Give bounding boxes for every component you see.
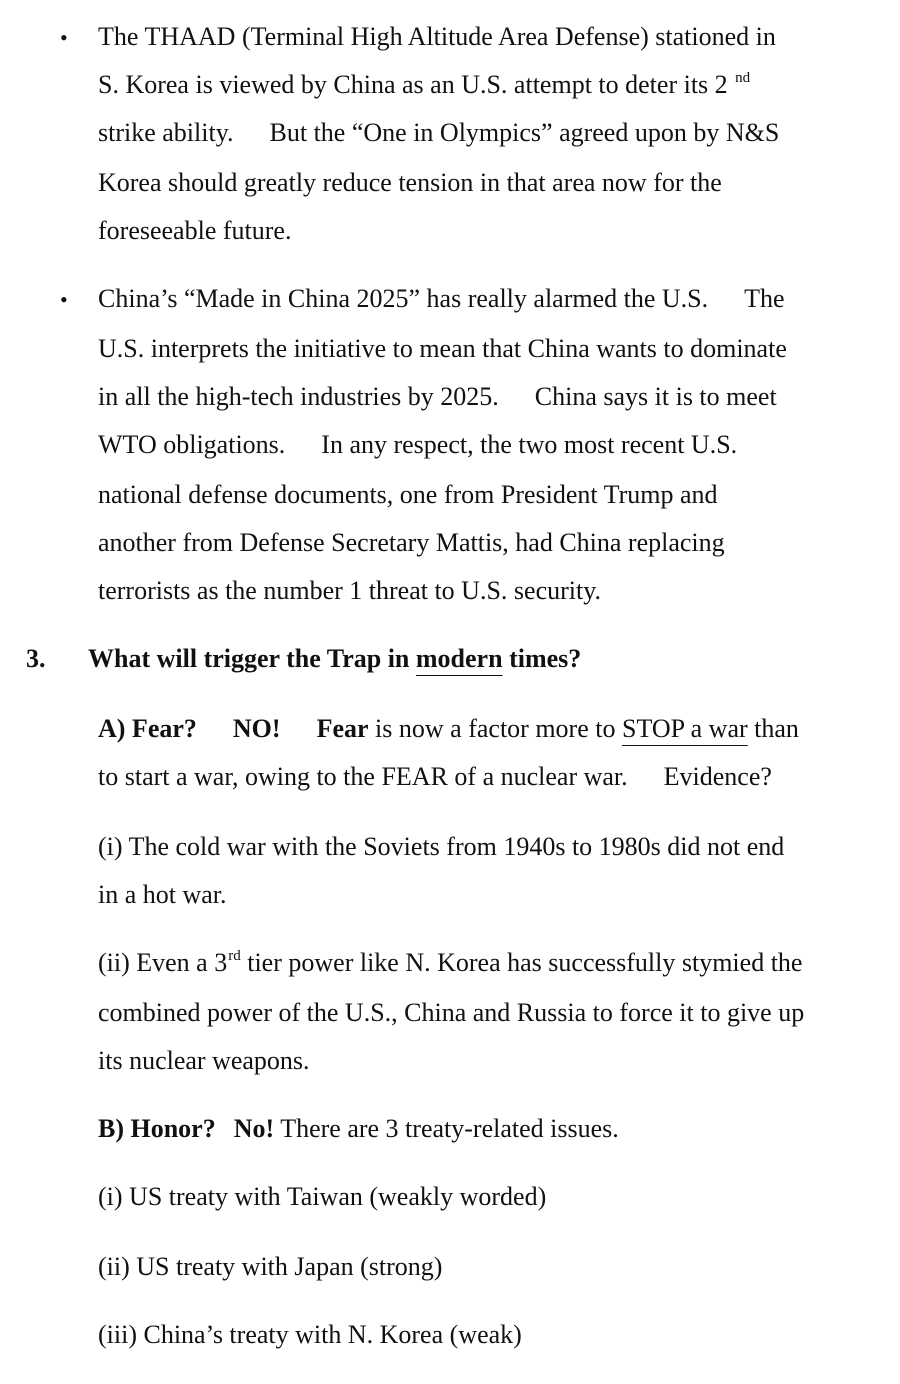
evidence2-line1: (ii) Even a 3rd tier power like N. Korea has successfully stymied the — [98, 948, 803, 977]
fear-line1: A) Fear? NO! Fear is now a factor more to STOP a war than — [98, 714, 799, 743]
bullet2-line6: another from Defense Secretary Mattis, had China replacing — [98, 528, 725, 557]
bullet1-line5: foreseeable future. — [98, 216, 292, 245]
evidence1-line2: in a hot war. — [98, 880, 227, 909]
section-title: What will trigger the Trap in modern times? — [88, 644, 582, 673]
evidence2-line2: combined power of the U.S., China and Russia to force it to give up — [98, 998, 805, 1027]
treaty-item: (iii) China’s treaty with N. Korea (weak) — [98, 1320, 522, 1349]
treaty-item: (ii) US treaty with Japan (strong) — [98, 1252, 443, 1281]
bullet2-line4: WTO obligations. In any respect, the two most recent U.S. — [98, 430, 738, 459]
bullet2-line7: terrorists as the number 1 threat to U.S. security. — [98, 576, 602, 605]
treaty-item: (i) US treaty with Taiwan (weakly worded) — [98, 1182, 547, 1211]
section-number: 3. — [26, 644, 46, 673]
bullet2-line5: national defense documents, one from President Trump and — [98, 480, 718, 509]
fear-label: A) Fear? — [98, 714, 197, 743]
bullet2-line2: U.S. interprets the initiative to mean that China wants to dominate — [98, 334, 787, 363]
bullet2-line1: China’s “Made in China 2025” has really alarmed the U.S. The — [98, 284, 785, 313]
bullet1-line4: Korea should greatly reduce tension in that area now for the — [98, 168, 722, 197]
honor-line: B) Honor? No! There are 3 treaty-related issues. — [98, 1114, 619, 1143]
bullet1-line3: strike ability. But the “One in Olympics” agreed upon by N&S — [98, 118, 780, 147]
bullet2-line3: in all the high-tech industries by 2025. China says it is to meet — [98, 382, 777, 411]
fear-line2: to start a war, owing to the FEAR of a nuclear war. Evidence? — [98, 762, 772, 791]
evidence2-line3: its nuclear weapons. — [98, 1046, 310, 1075]
bullet-marker: • — [60, 287, 68, 312]
bullet-marker: • — [60, 25, 68, 50]
underlined-phrase: STOP a war — [621, 714, 748, 743]
bullet1-line2: S. Korea is viewed by China as an U.S. attempt to deter its 2 $^{nd}$ — [98, 70, 751, 99]
underlined-word: modern — [415, 644, 503, 673]
honor-label: B) Honor? — [98, 1114, 216, 1143]
bullet1-line1: The THAAD (Terminal High Altitude Area Defense) stationed in — [98, 22, 776, 51]
evidence1-line1: (i) The cold war with the Soviets from 1940s to 1980s did not end — [98, 832, 785, 861]
